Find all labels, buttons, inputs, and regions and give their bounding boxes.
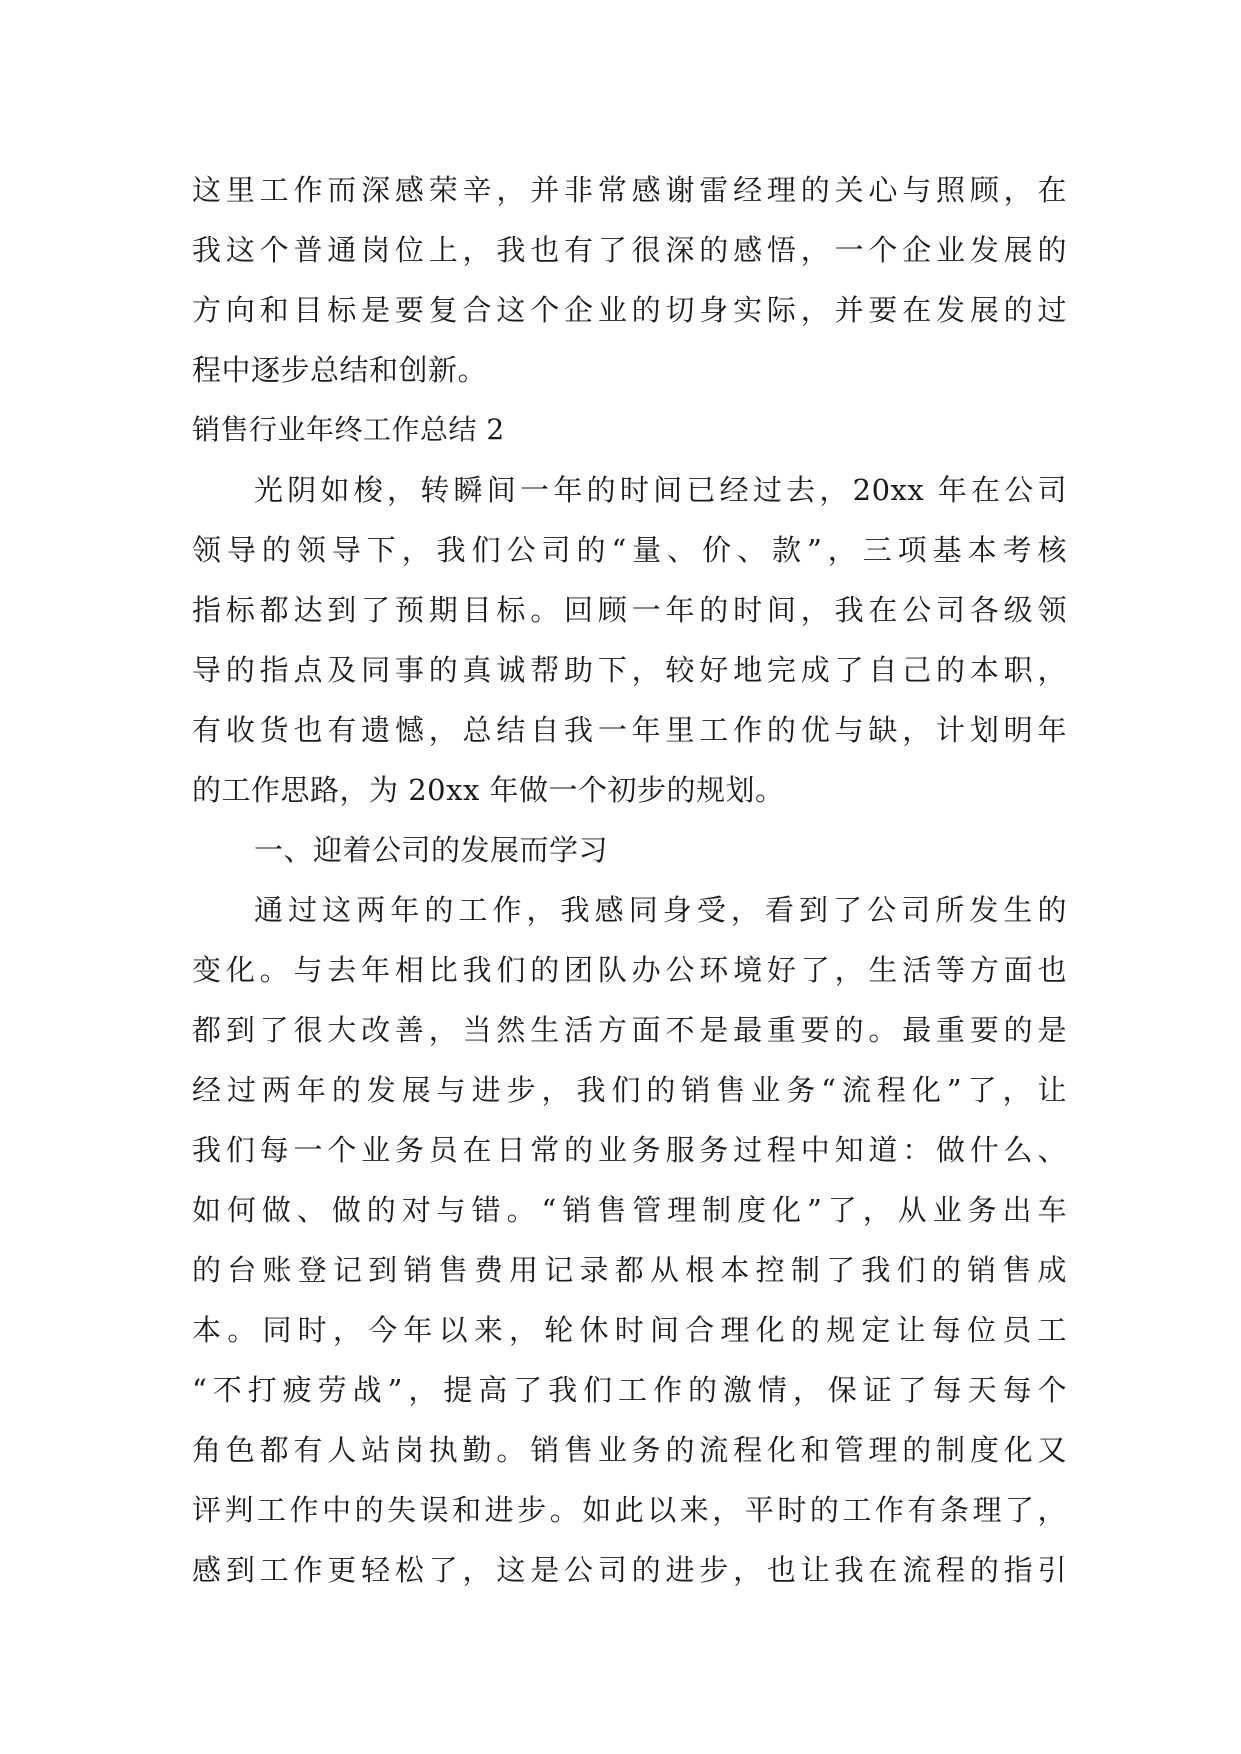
text-line: 我们每一个业务员在日常的业务服务过程中知道：做什么、: [192, 1133, 1067, 1167]
text-line: 都到了很大改善，当然生活方面不是最重要的。最重要的是: [192, 1013, 1067, 1047]
text-line: 程中逐步总结和创新。: [192, 353, 488, 387]
text-line: 感到工作更轻松了，这是公司的进步，也让我在流程的指引: [192, 1553, 1067, 1587]
text-line: 如何做、做的对与错。“销售管理制度化”了，从业务出车: [192, 1193, 1067, 1227]
text-line: 评判工作中的失误和进步。如此以来，平时的工作有条理了，: [192, 1493, 1067, 1527]
text-line: 变化。与去年相比我们的团队办公环境好了，生活等方面也: [192, 953, 1067, 987]
text-line: 有收货也有遗憾，总结自我一年里工作的优与缺，计划明年: [192, 713, 1067, 747]
text-line: “不打疲劳战”，提高了我们工作的激情，保证了每天每个: [192, 1373, 1067, 1407]
document-body: [192, 160, 1067, 1600]
text-line: 经过两年的发展与进步，我们的销售业务“流程化”了，让: [192, 1073, 1067, 1107]
text-line: 这里工作而深感荣辛，并非常感谢雷经理的关心与照顾，在: [192, 173, 1067, 207]
text-line: 通过这两年的工作，我感同身受，看到了公司所发生的: [254, 893, 1067, 927]
text-line: 光阴如梭，转瞬间一年的时间已经过去，20xx 年在公司: [254, 473, 1067, 507]
text-line: 角色都有人站岗执勤。销售业务的流程化和管理的制度化又: [192, 1433, 1067, 1467]
text-line: 指标都达到了预期目标。回顾一年的时间，我在公司各级领: [192, 593, 1067, 627]
text-line: 导的指点及同事的真诚帮助下，较好地完成了自己的本职，: [192, 653, 1067, 687]
section-heading: 销售行业年终工作总结 2: [192, 413, 505, 446]
text-line: 的台账登记到销售费用记录都从根本控制了我们的销售成: [192, 1253, 1067, 1287]
text-line: 领导的领导下，我们公司的“量、价、款”，三项基本考核: [192, 533, 1067, 567]
text-line: 本。同时，今年以来，轮休时间合理化的规定让每位员工: [192, 1313, 1067, 1347]
text-line: 我这个普通岗位上，我也有了很深的感悟，一个企业发展的: [192, 233, 1067, 267]
text-line: 一、迎着公司的发展而学习: [254, 833, 609, 867]
text-line: 方向和目标是要复合这个企业的切身实际，并要在发展的过: [192, 293, 1067, 327]
text-line: 的工作思路，为 20xx 年做一个初步的规划。: [192, 773, 785, 807]
